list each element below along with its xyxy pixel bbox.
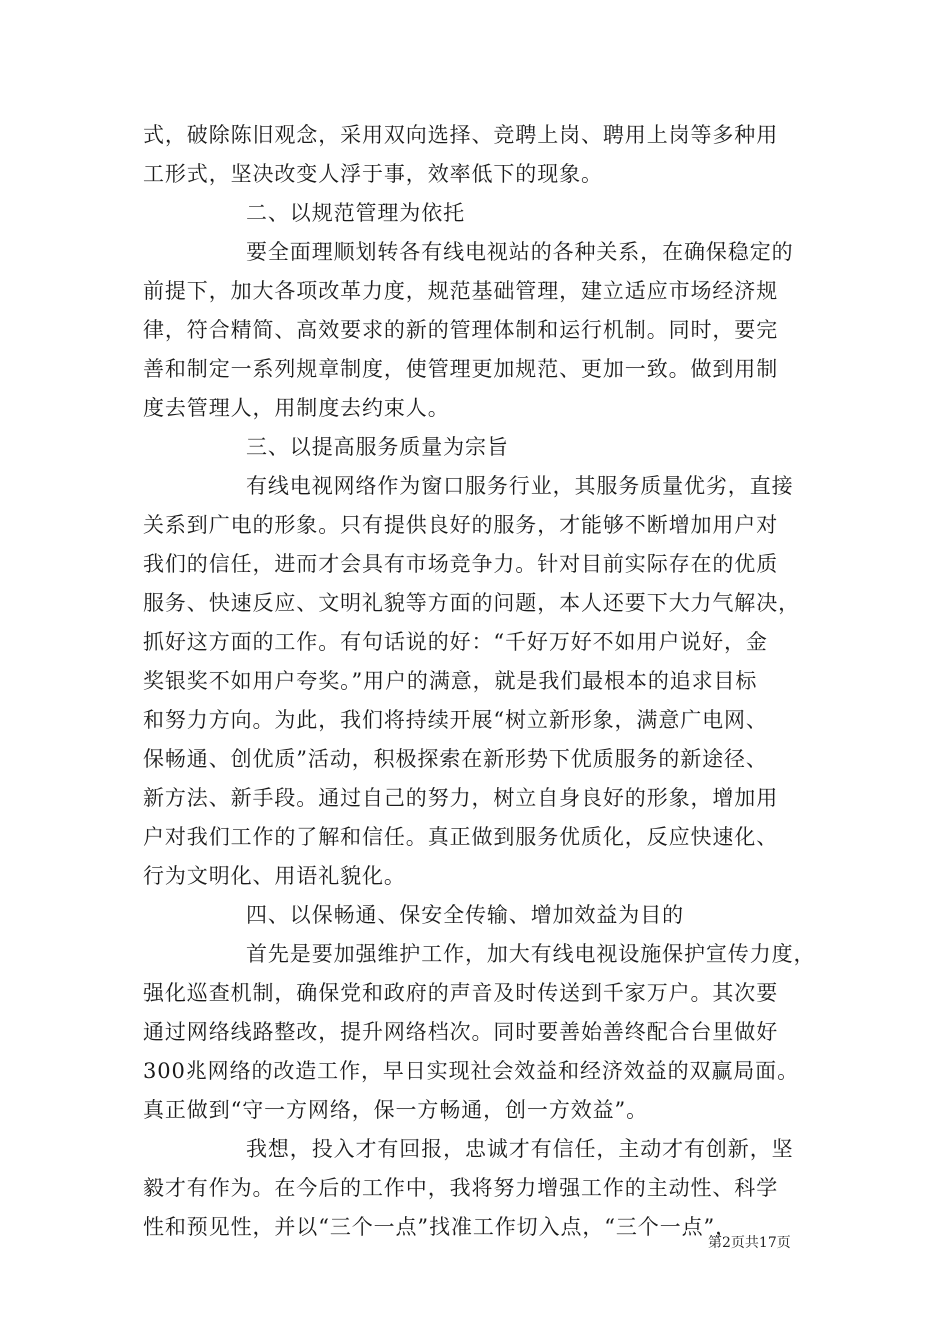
text-line: 度去管理人，用制度去约束人。: [143, 396, 450, 420]
text-line: 户对我们工作的了解和信任。真正做到服务优质化，反应快速化、: [143, 825, 779, 849]
text-line: 服务、快速反应、文明礼貌等方面的问题，本人还要下大力气解决，: [143, 591, 800, 615]
text-line: 新方法、新手段。通过自己的努力，树立自身良好的形象，增加用: [143, 786, 779, 810]
text-line: 前提下，加大各项改革力度，规范基础管理，建立适应市场经济规: [143, 279, 779, 303]
text-line: 抓好这方面的工作。有句话说的好：“千好万好不如用户说好，金: [143, 630, 768, 654]
section-heading: 四、以保畅通、保安全传输、增加效益为目的: [246, 903, 684, 927]
text-line: 毅才有作为。在今后的工作中，我将努力增强工作的主动性、科学: [143, 1176, 779, 1200]
text-line: 律，符合精简、高效要求的新的管理体制和运行机制。同时，要完: [143, 318, 779, 342]
text-line: 性和预见性，并以“三个一点”找准工作切入点，“三个一点”，: [143, 1215, 738, 1239]
text-line: 保畅通、创优质”活动，积极探索在新形势下优质服务的新途径、: [143, 747, 768, 771]
text-line: 关系到广电的形象。只有提供良好的服务，才能够不断增加用户对: [143, 513, 779, 537]
paragraph-start: 有线电视网络作为窗口服务行业，其服务质量优劣，直接: [246, 474, 794, 498]
page-number: 第2页共17页: [708, 1235, 791, 1251]
paragraph-start: 首先是要加强维护工作，加大有线电视设施保护宣传力度，: [246, 942, 816, 966]
text-line: 式，破除陈旧观念，采用双向选择、竞聘上岗、聘用上岗等多种用: [143, 123, 779, 147]
text-line: 真正做到“守一方网络，保一方畅通，创一方效益”。: [143, 1098, 649, 1122]
body-text: [143, 116, 816, 1247]
section-heading: 二、以规范管理为依托: [246, 201, 465, 225]
text-line: 通过网络线路整改，提升网络档次。同时要善始善终配合台里做好: [143, 1020, 779, 1044]
text-line: 行为文明化、用语礼貌化。: [143, 864, 406, 888]
text-line: 奖银奖不如用户夸奖。”用户的满意，就是我们最根本的追求目标: [143, 669, 758, 693]
paragraph-start: 要全面理顺划转各有线电视站的各种关系，在确保稳定的: [246, 240, 794, 264]
paragraph-start: 我想，投入才有回报，忠诚才有信任，主动才有创新，坚: [246, 1137, 794, 1161]
text-line: 和努力方向。为此，我们将持续开展“树立新形象，满意广电网、: [143, 708, 768, 732]
section-heading: 三、以提高服务质量为宗旨: [246, 435, 509, 459]
text-line: 工形式，坚决改变人浮于事，效率低下的现象。: [143, 162, 603, 186]
text-line: 300兆网络的改造工作，早日实现社会效益和经济效益的双赢局面。: [143, 1059, 799, 1083]
text-line: 强化巡查机制，确保党和政府的声音及时传送到千家万户。其次要: [143, 981, 779, 1005]
text-line: 我们的信任，进而才会具有市场竞争力。针对目前实际存在的优质: [143, 552, 779, 576]
text-line: 善和制定一系列规章制度，使管理更加规范、更加一致。做到用制: [143, 357, 779, 381]
